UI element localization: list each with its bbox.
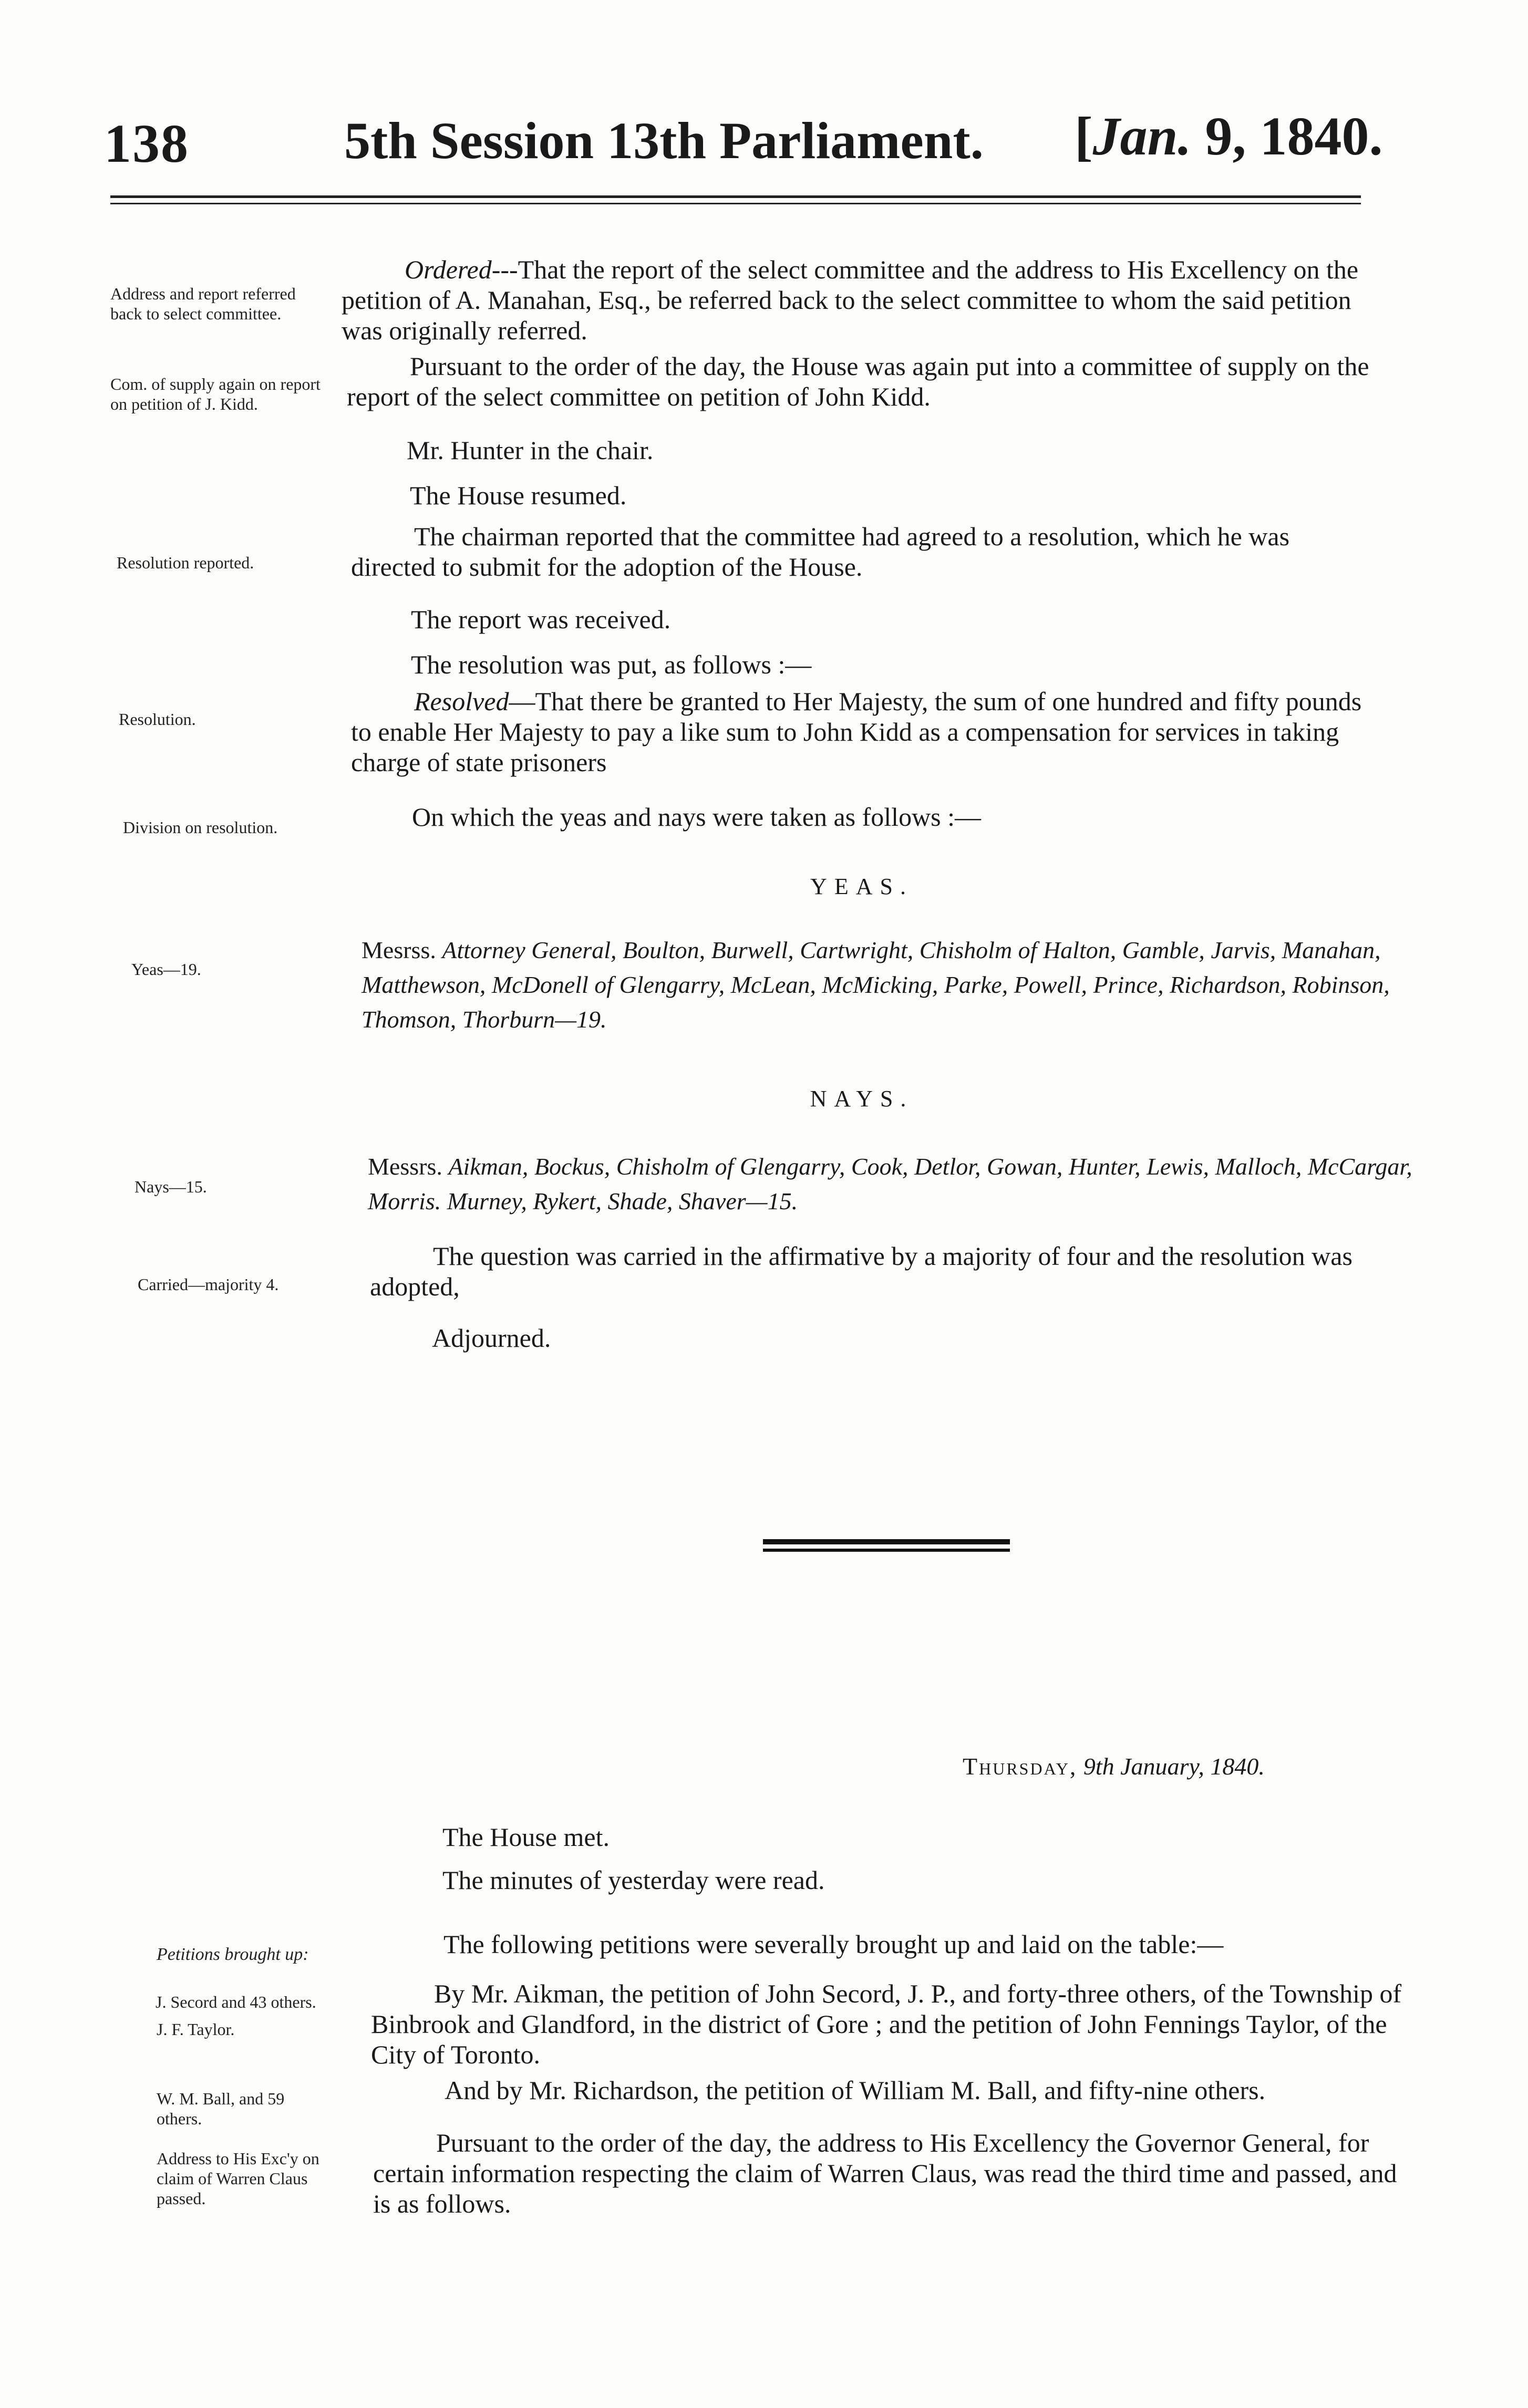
margin-note-ball: W. M. Ball, and 59 others.: [157, 2089, 285, 2128]
ordered-lead: Ordered: [405, 255, 492, 284]
date-month: Jan.: [1092, 106, 1192, 167]
margin-note-taylor: J. F. Taylor.: [157, 2020, 235, 2039]
resolution-put-line: The resolution was put, as follows :—: [411, 650, 812, 679]
yeas-nays-taken-line: On which the yeas and nays were taken as follows :—: [412, 802, 982, 832]
yeas-heading: YEAS.: [810, 874, 913, 899]
hunter-chair-line: Mr. Hunter in the chair.: [407, 435, 654, 465]
date-bracket: [: [1075, 106, 1093, 167]
petitions-intro-line: The following petitions were severally brought up and laid on the table:—: [443, 1929, 1224, 1959]
yeas-messrs: Mesrss.: [362, 937, 436, 963]
margin-note-com-supply: Com. of supply again on report on petition of J. Kidd.: [110, 375, 321, 413]
margin-note-secord: J. Secord and 43 others.: [156, 1992, 316, 2011]
margin-note-resolution: Resolution.: [119, 710, 196, 729]
carried-paragraph: The question was carried in the affirmative by a majority of four and the resolution was adopted,: [370, 1241, 1353, 1301]
margin-note-petitions-brought-up: Petitions brought up:: [157, 1945, 309, 1964]
house-resumed-line: The House resumed.: [410, 481, 627, 510]
nays-list: [368, 1149, 1413, 1219]
chairman-reported-paragraph: The chairman reported that the committee had agreed to a resolution, which he was directed to submit for the adoption of the House.: [351, 522, 1290, 582]
margin-note-address-referred: Address and report referred back to select committee.: [110, 284, 296, 323]
nays-names: Aikman, Bockus, Chisholm of Glengarry, Cook, Detlor, Gowan, Hunter, Lewis, Malloch, McCargar, Morris. Murney, Rykert, Shade, Shaver—15.: [368, 1153, 1412, 1215]
margin-note-division: Division on resolution.: [123, 818, 278, 837]
page-number: 138: [104, 113, 189, 174]
margin-note-address-claus: Address to His Exc'y on claim of Warren Claus passed.: [157, 2149, 319, 2208]
margin-note-yeas: Yeas—19.: [131, 960, 201, 979]
pursuant-supply-paragraph: Pursuant to the order of the day, the House was again put into a committee of supply on the report of the select committee on petition of John Kidd.: [347, 351, 1369, 411]
header-rule-bottom: [110, 203, 1361, 204]
margin-note-nays: Nays—15.: [135, 1177, 207, 1196]
sitting-day: Thursday,: [963, 1753, 1078, 1780]
ordered-paragraph: [342, 254, 1371, 346]
house-met-line: The House met.: [442, 1822, 610, 1852]
adjourned-line: Adjourned.: [432, 1323, 551, 1353]
resolved-lead: Resolved: [414, 687, 509, 716]
margin-note-carried: Carried—majority 4.: [138, 1275, 279, 1294]
resolved-paragraph: [351, 686, 1376, 777]
date-day-year: 9, 1840.: [1191, 106, 1383, 167]
sitting-date: [963, 1752, 1265, 1780]
running-date: [1075, 105, 1382, 168]
yeas-list: [362, 933, 1407, 1037]
section-separator-top: [763, 1539, 1010, 1544]
sitting-date-rest: 9th January, 1840.: [1083, 1753, 1265, 1780]
margin-note-resolution-reported: Resolution reported.: [117, 553, 254, 572]
pursuant-address-paragraph: Pursuant to the order of the day, the address to His Excellency the Governor General, for certain information respecting the claim of Warren Claus, was read the third time and passed, and is as follows.: [373, 2128, 1397, 2218]
nays-messrs: Messrs.: [368, 1153, 442, 1180]
section-separator-bottom: [763, 1549, 1010, 1552]
nays-heading: NAYS.: [810, 1086, 914, 1112]
minutes-read-line: The minutes of yesterday were read.: [442, 1865, 825, 1895]
richardson-petition-line: And by Mr. Richardson, the petition of William M. Ball, and fifty-nine others.: [445, 2075, 1266, 2105]
ordered-text: ---That the report of the select committee and the address to His Excellency on the petition of A. Manahan, Esq., be referred back to the select committee to whom the said petition was originally referred.: [342, 255, 1359, 345]
resolved-text: —That there be granted to Her Majesty, the sum of one hundred and fifty pounds to enable Her Majesty to pay a like sum to John Kidd as a compensation for services in taking charge of state prisoners: [351, 687, 1362, 777]
yeas-names: Attorney General, Boulton, Burwell, Cartwright, Chisholm of Halton, Gamble, Jarvis, Manahan, Matthewson, McDonell of Glengarry, McLean, McMicking, Parke, Powell, Prince, Richardson, Robinson, Thomson, Thorburn—19.: [362, 937, 1390, 1033]
running-title: 5th Session 13th Parliament.: [344, 111, 984, 170]
aikman-petition-paragraph: By Mr. Aikman, the petition of John Secord, J. P., and forty-three others, of the Township of Binbrook and Glandford, in the district of Gore ; and the petition of John Fennings Taylor, of the City of Toronto.: [371, 1979, 1402, 2069]
report-received-line: The report was received.: [411, 605, 671, 634]
header-rule-top: [110, 195, 1361, 198]
